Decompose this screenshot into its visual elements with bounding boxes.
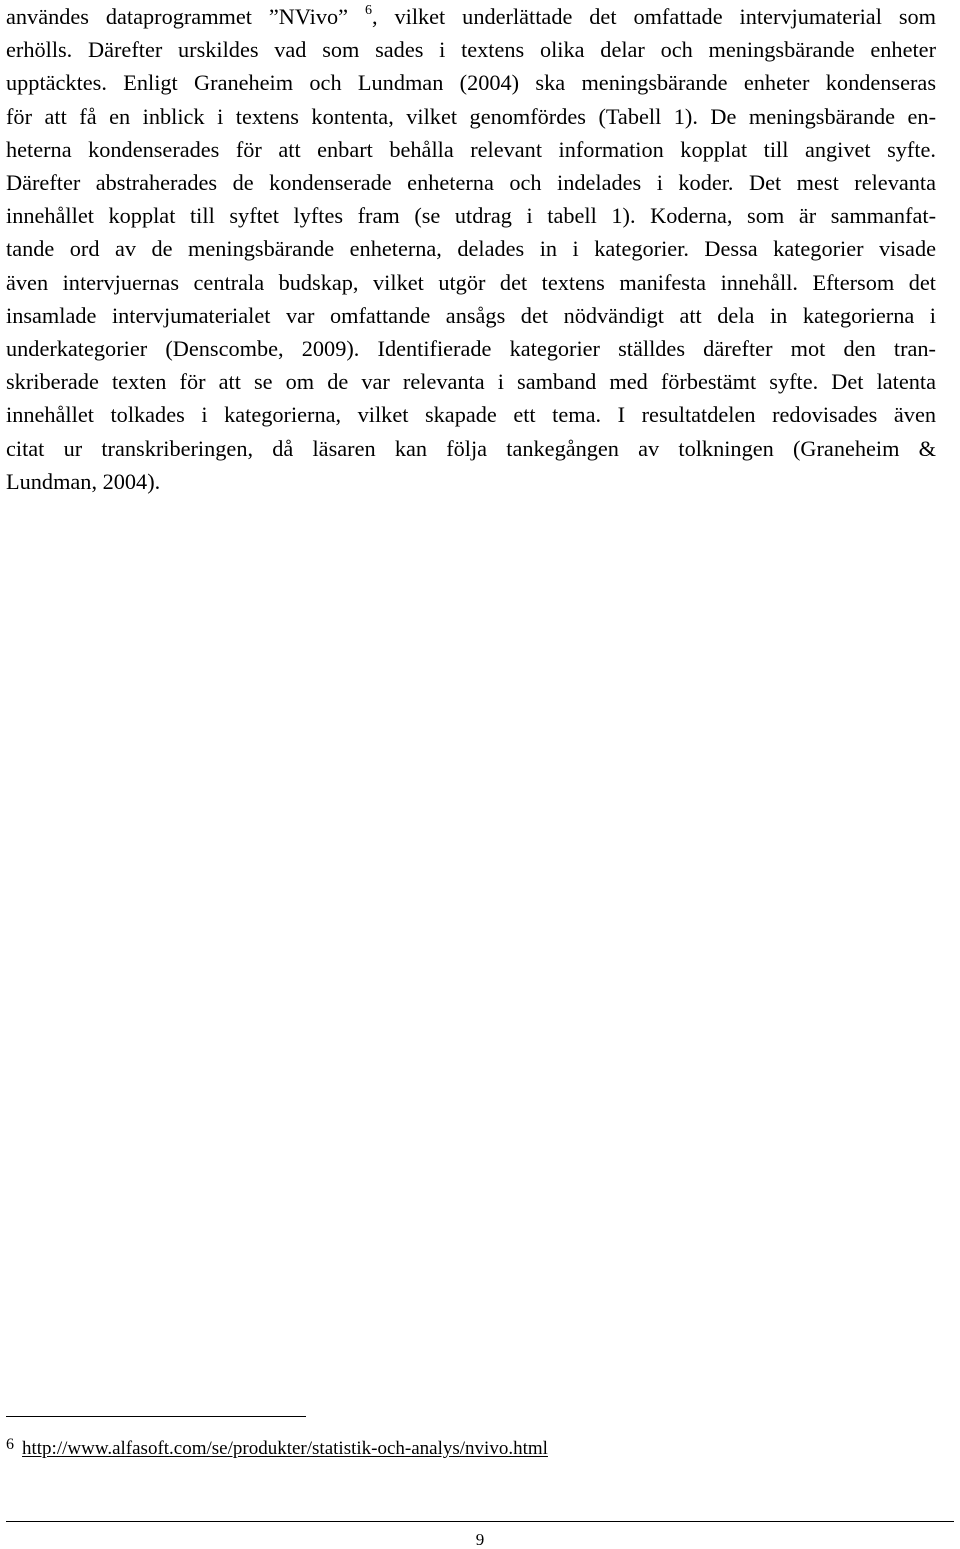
footnote [6, 1432, 548, 1462]
paragraph-line: Därefter abstraherades de kondenserade enheterna och indelades i koder. Det mest relevanta [6, 170, 936, 196]
paragraph-line: erhölls. Därefter urskildes vad som sades i textens olika delar och meningsbärande enheter [6, 37, 936, 63]
paragraph-line-last: Lundman, 2004). [6, 468, 161, 494]
paragraph-line: innehållet tolkades i kategorierna, vilket skapade ett tema. I resultatdelen redovisades även [6, 402, 936, 428]
paragraph-line: även intervjuernas centrala budskap, vilket utgör det textens manifesta innehåll. Eftersom det [6, 269, 936, 295]
footnote-number: 6 [6, 1436, 14, 1453]
footnote-reference[interactable]: 6 [364, 2, 372, 18]
paragraph-line: underkategorier (Denscombe, 2009). Identifierade kategorier ställdes därefter mot den tran- [6, 336, 936, 362]
footer-rule-mark [473, 1521, 485, 1522]
paragraph-line: skriberade texten för att se om de var relevanta i samband med förbestämt syfte. Det latenta [6, 369, 936, 395]
paragraph-line: insamlade intervjumaterialet var omfattande ansågs det nödvändigt att dela in kategorierna i [6, 302, 936, 328]
paragraph-line: användes dataprogrammet ”NVivo” $^6$, vilket underlättade det omfattade intervjumaterial som [6, 2, 936, 29]
footnote-separator [6, 1416, 306, 1417]
paragraph-line: upptäcktes. Enligt Graneheim och Lundman (2004) ska meningsbärande enheter kondenseras [6, 70, 936, 96]
paragraph-line: för att få en inblick i textens kontenta, vilket genomfördes (Tabell 1). De meningsbärande en- [6, 103, 936, 129]
page-number: 9 [475, 1530, 485, 1549]
paragraph-line: innehållet kopplat till syftet lyftes fram (se utdrag i tabell 1). Koderna, som är sammanfat- [6, 203, 936, 229]
paragraph-line: citat ur transkriberingen, då läsaren kan följa tankegången av tolkningen (Graneheim & [6, 435, 936, 461]
body-paragraph [6, 0, 936, 498]
paragraph-line: tande ord av de meningsbärande enheterna, delades in i kategorier. Dessa kategorier visade [6, 236, 936, 262]
paragraph-line: heterna kondenserades för att enbart behålla relevant information kopplat till angivet syfte. [6, 136, 936, 162]
footnote-link[interactable]: http://www.alfasoft.com/se/produkter/statistik-och-analys/nvivo.html [22, 1438, 548, 1459]
